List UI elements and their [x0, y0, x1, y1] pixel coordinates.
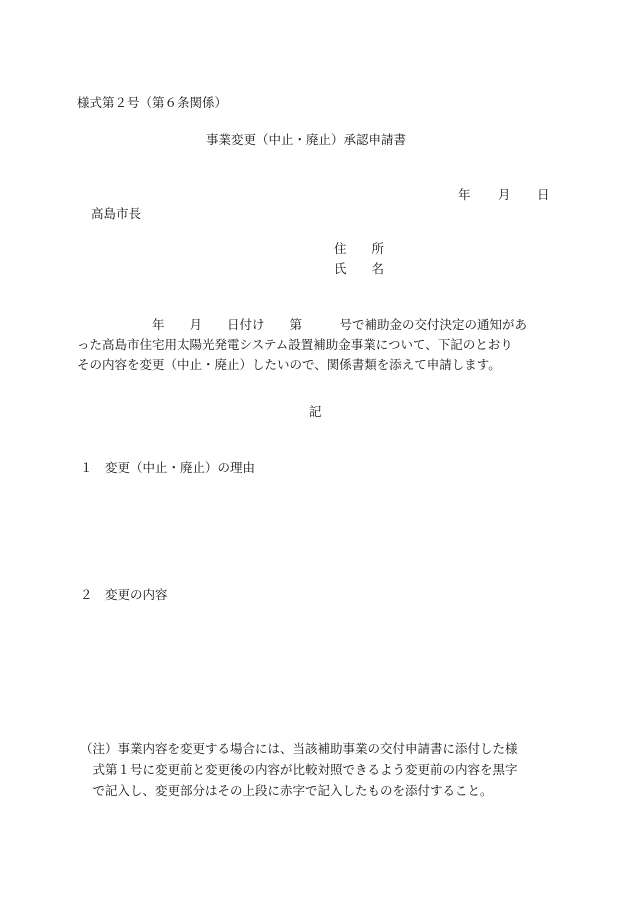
body-paragraph	[77, 315, 553, 375]
body-line: その内容を変更（中止・廃止）したいので、関係書類を添えて申請します。	[77, 357, 501, 372]
date-day-label: 日	[537, 187, 550, 202]
note-line: で記入し、変更部分はその上段に赤字で記入したものを添付すること。	[80, 783, 493, 798]
date-year-label: 年	[458, 187, 471, 202]
body-line: った高島市住宅用太陽光発電システム設置補助金事業について、下記のとおり	[77, 337, 513, 352]
note-line: （注）事業内容を変更する場合には、当該補助事業の交付申請書に添付した様	[80, 741, 518, 756]
note-block	[80, 738, 560, 801]
item-1-reason-heading: １ 変更（中止・廃止）の理由	[80, 460, 256, 475]
ki-heading: 記	[309, 404, 322, 419]
document-title: 事業変更（中止・廃止）承認申請書	[206, 132, 407, 147]
addressee: 高島市長	[91, 206, 142, 221]
note-line: 式第１号に変更前と変更後の内容が比較対照できるよう変更前の内容を黒字	[80, 762, 518, 777]
applicant-address-label: 住 所	[334, 241, 385, 256]
body-line: 年 月 日付け 第 号で補助金の交付決定の通知があ	[77, 317, 528, 332]
date-month-label: 月	[498, 187, 511, 202]
form-number: 様式第２号（第６条関係）	[77, 95, 228, 110]
item-2-content-heading: ２ 変更の内容	[80, 587, 168, 602]
applicant-name-label: 氏 名	[334, 261, 385, 276]
